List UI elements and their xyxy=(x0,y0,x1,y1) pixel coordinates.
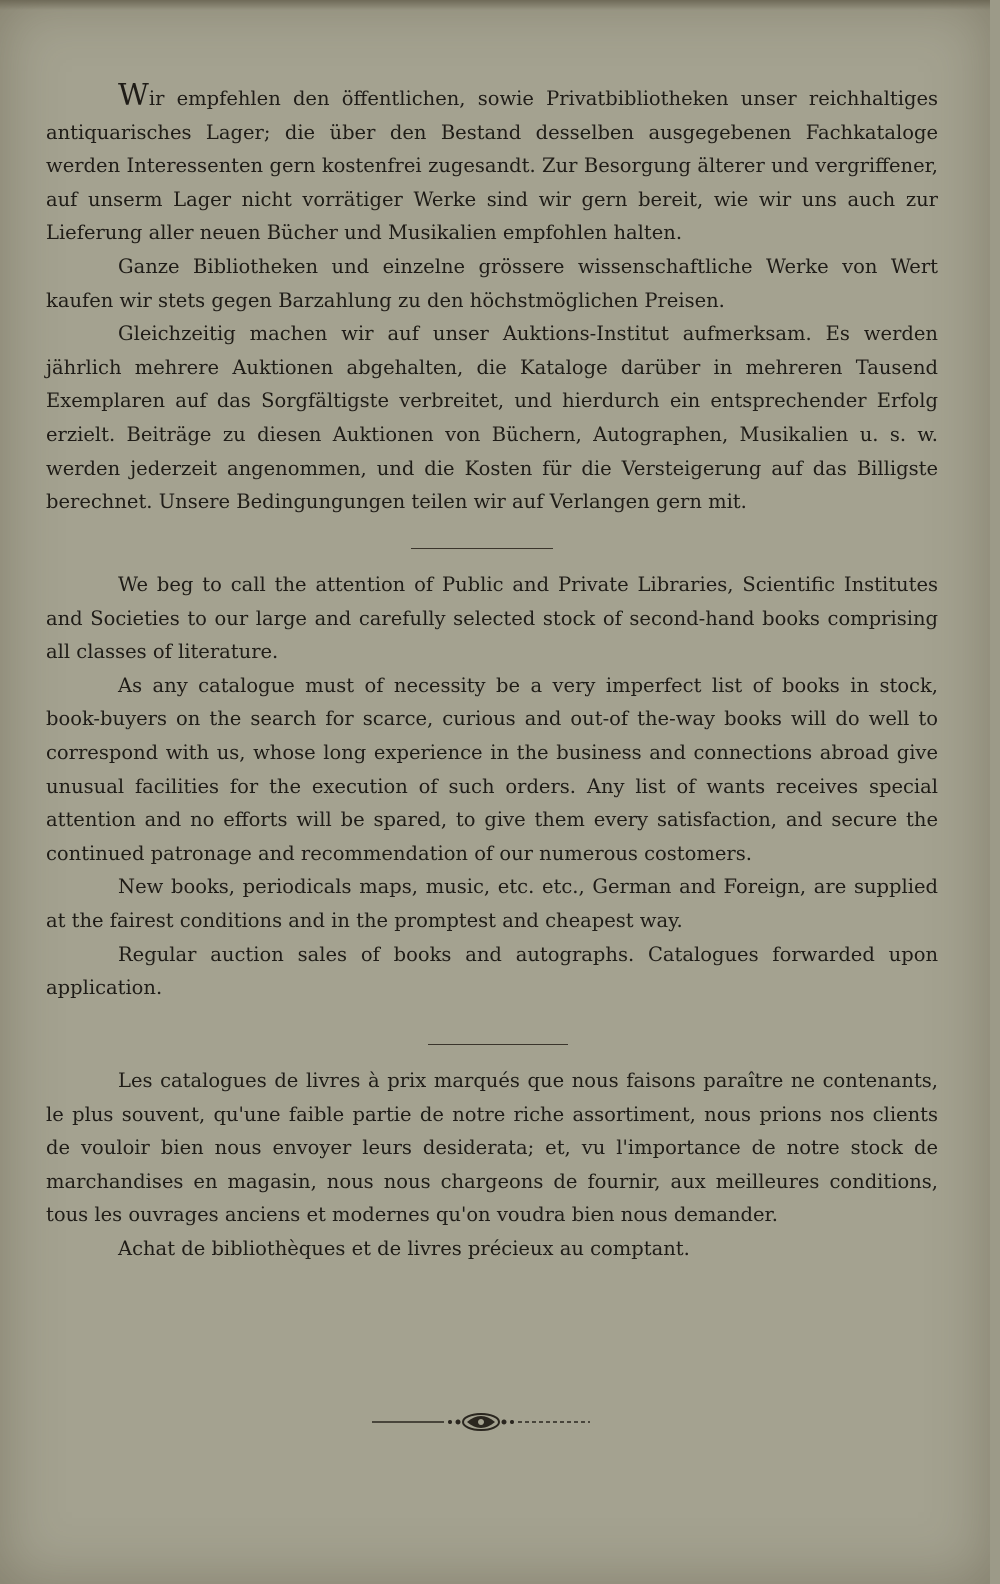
french-paragraph-2: Achat de bibliothèques et de livres précieux au comptant. xyxy=(118,1236,690,1260)
english-section xyxy=(46,568,938,1005)
section-divider-2 xyxy=(428,1044,568,1045)
initial-letter: W xyxy=(118,78,149,113)
english-paragraph-4: Regular auction sales of books and autographs. Catalogues forwarded upon application. xyxy=(46,942,938,1000)
german-paragraph-1 xyxy=(46,78,938,250)
german-paragraph-3: Gleichzeitig machen wir auf unser Auktions-Institut aufmerksam. Es werden jährlich mehrere Auktionen abgehalten, die Kataloge darüber in mehreren Tausend Exemplaren auf das Sorgfältigste verbreitet, und hierdurch ein entsprechender Erfolg erzielt. Beiträge zu diesen Auktionen von Büchern, Autographen, Musikalien u. s. w. werden jederzeit angenommen, und die Kosten für die Versteigerung auf das Billigste berechnet. Unsere Bedingungungen teilen wir auf Verlangen gern mit. xyxy=(46,322,938,514)
section-divider-1 xyxy=(411,548,553,549)
german-paragraph-2: Ganze Bibliotheken und einzelne grössere wissenschaftliche Werke von Wert kaufen wir stets gegen Barzahlung zu den höchstmöglichen Preisen. xyxy=(46,254,938,312)
german-section xyxy=(46,78,938,519)
english-paragraph-3: New books, periodicals maps, music, etc. etc., German and Foreign, are supplied at the fairest conditions and in the promptest and cheapest way. xyxy=(46,875,938,932)
english-paragraph-1: We beg to call the attention of Public and Private Libraries, Scientific Institutes and Societies to our large and carefully selected stock of second-hand books comprising all classes of literature. xyxy=(46,573,938,664)
german-paragraph-1-text: ir empfehlen den öffentlichen, sowie Privatbibliotheken unser reichhaltiges antiquarisches Lager; die über den Bestand desselben ausgegebenen Fachkataloge werden Interessenten gern kostenfrei zugesandt. Zur Besorgung älterer und vergriffener, auf unserm Lager nicht vorrätiger Werke sind wir gern bereit, wie wir uns auch zur Lieferung aller neuen Bücher und Musikalien empfohlen halten. xyxy=(46,87,938,245)
french-paragraph-1: Les catalogues de livres à prix marqués que nous faisons paraître ne contenants, le plus souvent, qu'une faible partie de notre riche assortiment, nous prions nos clients de vouloir bien nous envoyer leurs desiderata; et, vu l'importance de notre stock de marchandises en magasin, nous nous chargeons de fournir, aux meilleures conditions, tous les ouvrages anciens et modernes qu'on voudra bien nous demander. xyxy=(46,1069,938,1227)
french-section xyxy=(46,1064,938,1266)
decorative-ornament xyxy=(372,1410,590,1434)
english-paragraph-2: As any catalogue must of necessity be a very imperfect list of books in stock, book-buyers on the search for scarce, curious and out-of the-way books will do well to correspond with us, whose long experience in the business and connections abroad give unusual facilities for the execution of such orders. Any list of wants receives special attention and no efforts will be spared, to give them every satisfaction, and secure the continued patronage and recommendation of our numerous costomers. xyxy=(46,673,938,865)
